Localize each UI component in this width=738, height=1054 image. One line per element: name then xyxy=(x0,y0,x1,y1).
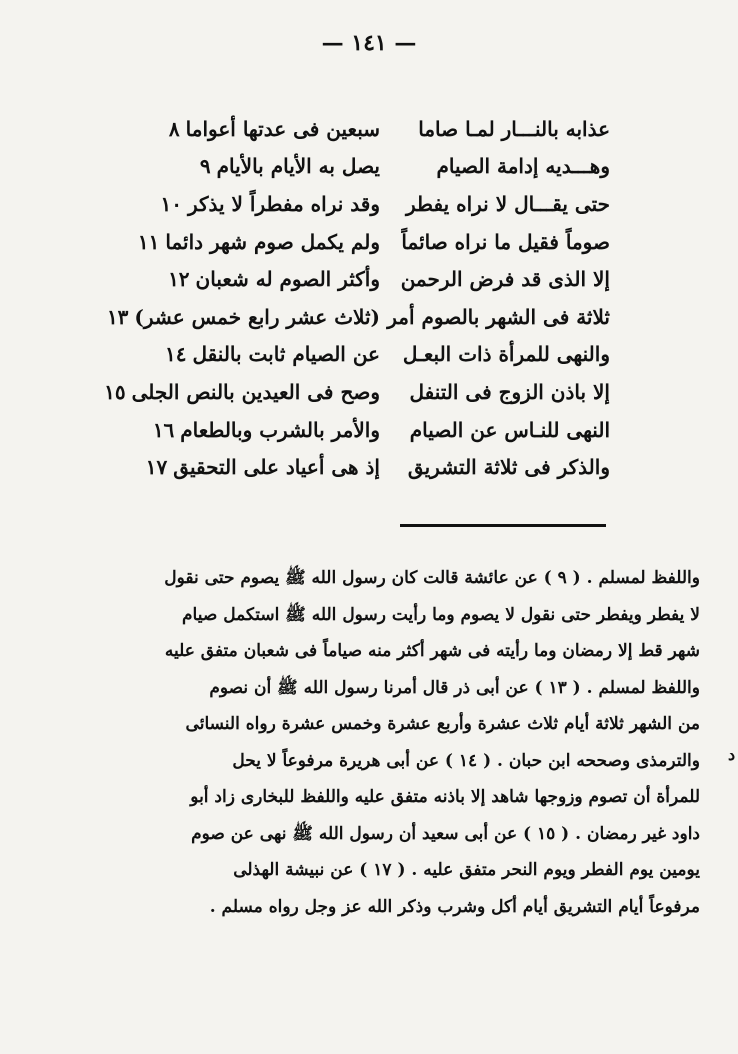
verse-second-hemistich xyxy=(110,342,380,366)
verse-row xyxy=(110,448,610,486)
footnote-line: يومين يوم الفطر ويوم النحر متفق عليه . ( ١٧ ) عن نبيشة الهذلى xyxy=(233,860,700,880)
verse-first-hemistich: حتى يقـــال لا نراه يفطر xyxy=(406,191,610,216)
verse-second-hemistich xyxy=(104,379,380,404)
verse-second-text: (ثلاث عشر رابع خمس عشر) xyxy=(134,304,380,329)
verse-block xyxy=(104,110,610,486)
verse-second-text: عن الصيام ثابت بالنقل xyxy=(192,342,380,367)
verse-first-hemistich: وهـــديه إدامة الصيام xyxy=(436,154,610,179)
verse-row xyxy=(110,185,610,223)
footnote-line: من الشهر ثلاثة أيام ثلاث عشرة وأربع عشرة وخمس عشرة رواه النسائى xyxy=(185,714,700,734)
verse-second-text: وقد نراه مفطراً لا يذكر xyxy=(187,191,380,216)
verse-number: ١١ xyxy=(137,229,160,254)
verse-row xyxy=(106,298,610,336)
verse-second-hemistich xyxy=(110,117,380,141)
verse-row xyxy=(110,336,610,374)
verse-first-hemistich: صوماً فقيل ما نراه صائماً xyxy=(401,229,610,254)
margin-mark: د xyxy=(728,745,736,764)
verse-first-hemistich: ثلاثة فى الشهر بالصوم أمر xyxy=(387,304,610,329)
verse-second-text: وصح فى العيدين بالنص الجلى xyxy=(131,379,380,404)
verse-number: ١٧ xyxy=(145,455,168,480)
footnotes xyxy=(80,560,700,925)
footnote-line: مرفوعاً أيام التشريق أيام أكل وشرب وذكر الله عز وجل رواه مسلم . xyxy=(209,896,700,917)
verse-number: ١٠ xyxy=(160,191,182,216)
footnote-line: للمرأة أن تصوم وزوجها شاهد إلا باذنه متفق عليه واللفظ للبخارى زاد أبو xyxy=(190,787,700,807)
verse-second-text: سبعين فى عدتها أعواما xyxy=(185,116,380,141)
verse-second-text: وأكثر الصوم له شعبان xyxy=(195,267,380,292)
verse-number: ٨ xyxy=(168,116,180,141)
verse-second-hemistich xyxy=(110,230,380,254)
page-number: — ١٤١ — xyxy=(321,30,417,56)
verse-number: ١٤ xyxy=(165,342,187,367)
verse-number: ٩ xyxy=(199,154,211,179)
verse-row xyxy=(110,411,610,449)
verse-number: ١٦ xyxy=(152,417,175,442)
verse-first-hemistich: إلا باذن الزوج فى التنفل xyxy=(409,379,610,404)
footnote-line: والترمذى وصححه ابن حبان . ( ١٤ ) عن أبى هريرة مرفوعاً لا يحل xyxy=(232,750,700,771)
verse-second-hemistich xyxy=(110,455,380,479)
verse-second-hemistich xyxy=(110,154,380,178)
verse-second-text: إذ هى أعياد على التحقيق xyxy=(173,455,380,480)
verse-second-text: ولم يكمل صوم شهر دائما xyxy=(165,229,380,254)
verse-second-hemistich xyxy=(106,304,380,329)
verse-second-hemistich xyxy=(110,192,380,216)
verse-second-text: يصل به الأيام بالأيام xyxy=(216,154,380,179)
verse-first-hemistich: عذابه بالنـــار لمـا صاما xyxy=(418,116,610,141)
verse-row xyxy=(110,223,610,261)
verse-second-hemistich xyxy=(110,418,380,442)
verse-number: ١٥ xyxy=(104,379,126,404)
verse-row xyxy=(110,110,610,148)
verse-first-hemistich: إلا الذى قد فرض الرحمن xyxy=(400,267,610,292)
verse-number: ١٢ xyxy=(168,267,190,292)
footnote-line: لا يفطر ويفطر حتى نقول لا يصوم وما رأيت رسول الله ﷺ استكمل صيام xyxy=(182,604,700,625)
separator-rule xyxy=(400,524,606,527)
verse-first-hemistich: والذكر فى ثلاثة التشريق xyxy=(407,455,610,480)
verse-number: ١٣ xyxy=(106,304,129,329)
verse-row xyxy=(110,260,610,298)
verse-row xyxy=(110,148,610,186)
footnote-line: داود غير رمضان . ( ١٥ ) عن أبى سعيد أن رسول الله ﷺ نهى عن صوم xyxy=(191,823,700,844)
footnote-line: شهر قط إلا رمضان وما رأيته فى شهر أكثر منه صياماً فى شعبان متفق عليه xyxy=(164,641,700,661)
verse-first-hemistich: والنهى للمرأة ذات البعـل xyxy=(402,342,610,367)
verse-second-text: والأمر بالشرب وبالطعام xyxy=(180,417,380,442)
footnote-line: واللفظ لمسلم . ( ١٣ ) عن أبى ذر قال أمرنا رسول الله ﷺ أن نصوم xyxy=(209,677,700,698)
verse-first-hemistich: النهى للنـاس عن الصيام xyxy=(409,417,610,442)
verse-second-hemistich xyxy=(110,267,380,291)
verse-row xyxy=(104,373,610,411)
footnote-line: واللفظ لمسلم . ( ٩ ) عن عائشة قالت كان رسول الله ﷺ يصوم حتى نقول xyxy=(164,568,700,588)
